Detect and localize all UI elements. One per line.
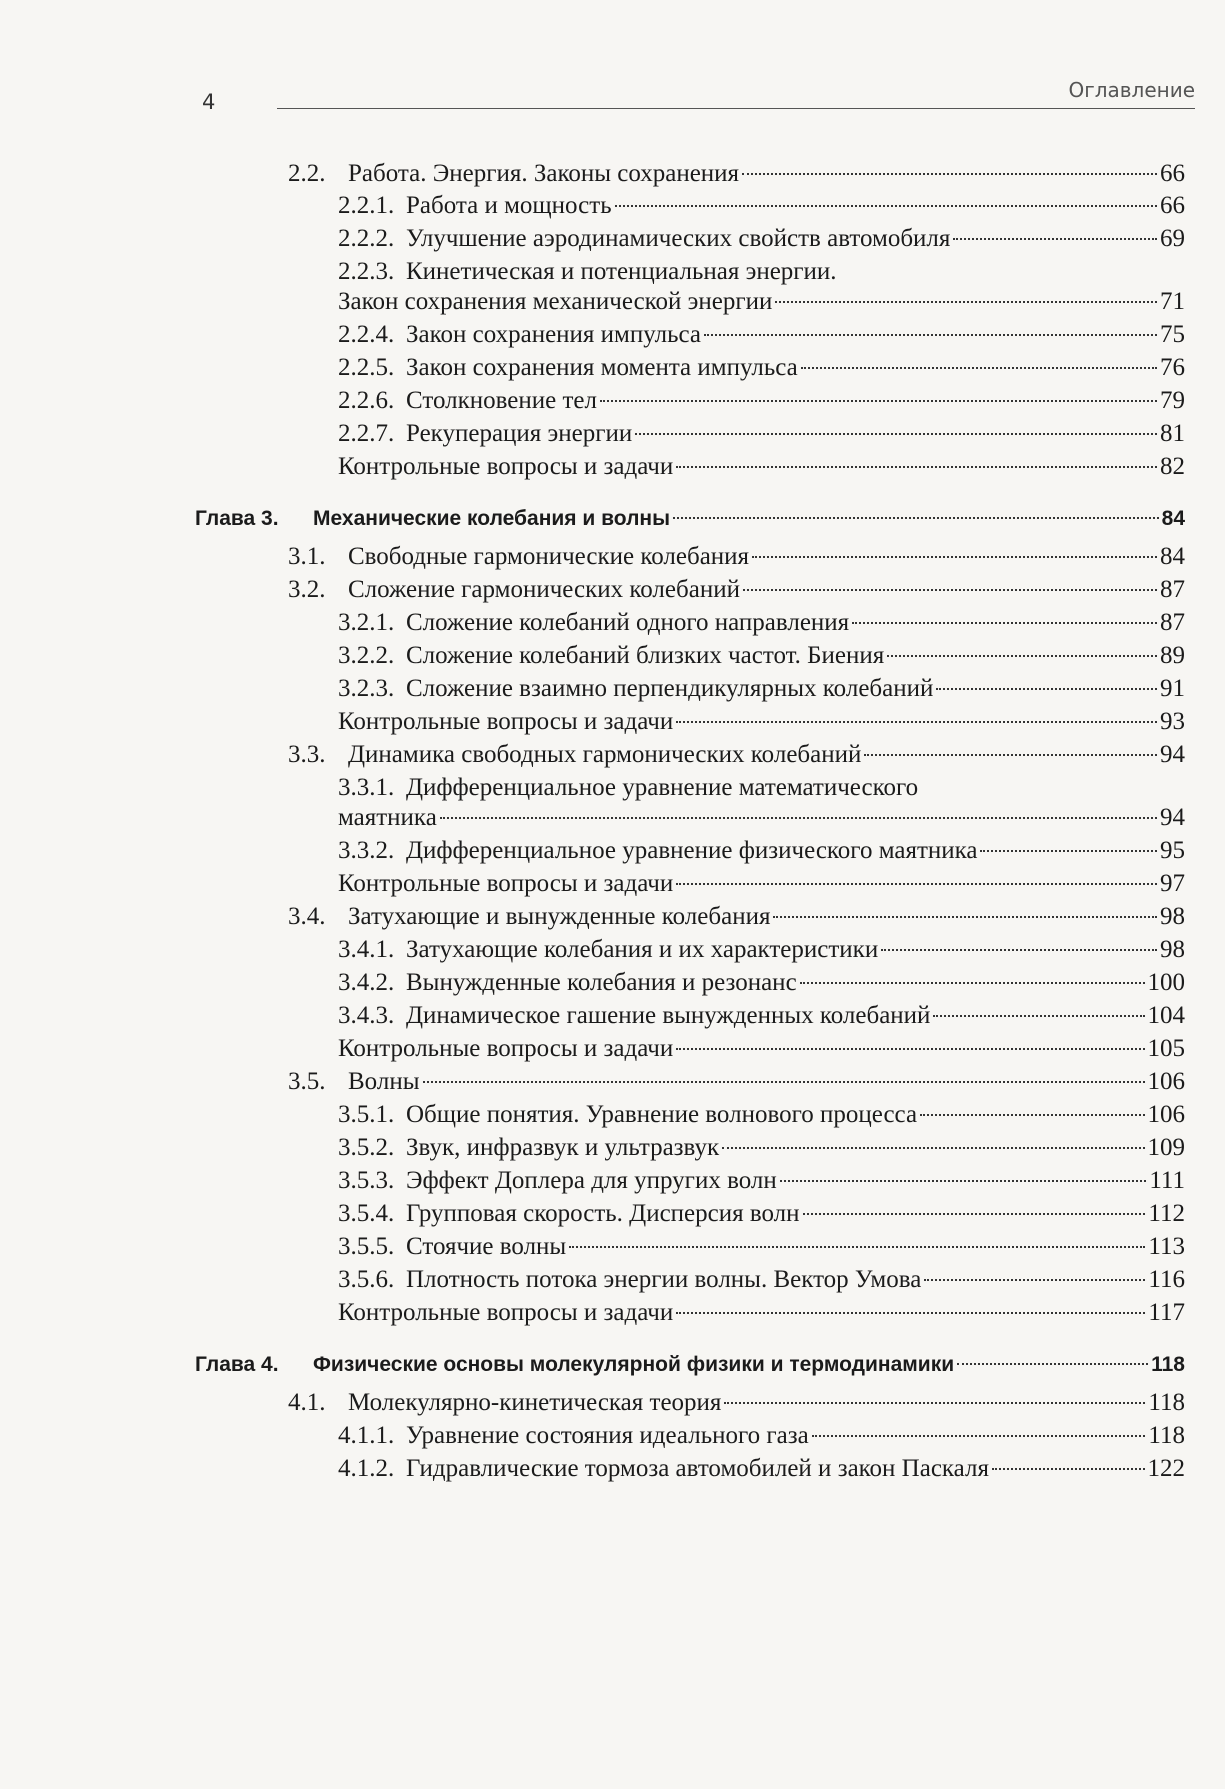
toc-row xyxy=(195,1231,1185,1263)
toc-title: Столкновение тел xyxy=(406,387,597,414)
toc-number: 3.3. xyxy=(288,741,326,768)
toc-number: 3.5.1. xyxy=(338,1101,395,1128)
toc-number: 3.2.3. xyxy=(338,675,395,702)
toc-row xyxy=(195,1000,1185,1032)
dot-leader xyxy=(743,589,1157,591)
dot-leader xyxy=(635,433,1157,435)
toc-number: 4.1.2. xyxy=(338,1455,395,1482)
dot-leader xyxy=(992,1468,1145,1470)
toc-page-number: 118 xyxy=(1148,1422,1185,1449)
toc-title: Улучшение аэродинамических свойств автомобиля xyxy=(406,225,951,252)
toc-title: Дифференциальное уравнение физического маятника xyxy=(406,837,978,864)
toc-title: Динамическое гашение вынужденных колебаний xyxy=(406,1002,931,1029)
toc-number: 4.1. xyxy=(288,1389,326,1416)
dot-leader xyxy=(953,238,1157,240)
toc-row xyxy=(195,640,1185,672)
dot-leader xyxy=(569,1246,1145,1248)
toc-number: 3.4.2. xyxy=(338,969,395,996)
toc-row xyxy=(195,451,1185,483)
toc-title: Контрольные вопросы и задачи xyxy=(338,453,674,480)
dot-leader xyxy=(676,883,1157,885)
toc-row xyxy=(195,190,1185,222)
toc-row xyxy=(195,574,1185,606)
toc-title: Общие понятия. Уравнение волнового процесса xyxy=(406,1101,918,1128)
toc-page-number: 104 xyxy=(1147,1002,1185,1029)
dot-leader xyxy=(812,1435,1146,1437)
toc-page-number: 106 xyxy=(1147,1101,1185,1128)
toc-page-number: 84 xyxy=(1161,507,1185,530)
toc-row xyxy=(195,158,1185,190)
toc-page-number: 97 xyxy=(1160,870,1185,897)
toc-number: 3.2.2. xyxy=(338,642,395,669)
dot-leader xyxy=(780,1180,1147,1182)
toc-row xyxy=(195,706,1185,738)
toc-row xyxy=(195,1198,1185,1230)
toc-row xyxy=(195,967,1185,999)
toc-title: Сложение колебаний близких частот. Биения xyxy=(406,642,885,669)
toc-number: 4.1.1. xyxy=(338,1422,395,1449)
toc-number: 2.2.1. xyxy=(338,192,395,219)
toc-number: 3.2. xyxy=(288,576,326,603)
toc-page-number: 105 xyxy=(1147,1035,1185,1062)
dot-leader xyxy=(800,982,1145,984)
dot-leader xyxy=(676,1048,1144,1050)
toc-number: 3.3.1. xyxy=(338,774,395,801)
dot-leader xyxy=(852,622,1157,624)
toc-page-number: 98 xyxy=(1160,936,1185,963)
toc-page-number: 82 xyxy=(1160,453,1185,480)
toc-title: Работа и мощность xyxy=(406,192,612,219)
toc-row xyxy=(195,319,1185,351)
toc-title: Закон сохранения момента импульса xyxy=(406,354,798,381)
dot-leader xyxy=(957,1363,1148,1365)
toc-chapter-row xyxy=(195,1349,1185,1381)
page-number: 4 xyxy=(202,90,216,114)
dot-leader xyxy=(752,556,1157,558)
toc-page-number: 66 xyxy=(1160,192,1185,219)
toc-title: Контрольные вопросы и задачи xyxy=(338,708,674,735)
toc-title: Рекуперация энергии xyxy=(406,420,633,447)
toc-page-number: 87 xyxy=(1160,576,1185,603)
toc-title: Закон сохранения механической энергии xyxy=(338,288,773,315)
toc-title: Физические основы молекулярной физики и термодинамики xyxy=(313,1353,955,1376)
dot-leader xyxy=(722,1147,1144,1149)
toc-title: Свободные гармонические колебания xyxy=(348,543,750,570)
toc-page-number: 100 xyxy=(1147,969,1185,996)
toc-page-number: 91 xyxy=(1160,675,1185,702)
toc-page-number: 89 xyxy=(1160,642,1185,669)
toc-number: 3.3.2. xyxy=(338,837,395,864)
toc-title: Молекулярно-кинетическая теория xyxy=(348,1389,722,1416)
dot-leader xyxy=(676,1312,1145,1314)
toc-row xyxy=(195,223,1185,255)
toc-page-number: 95 xyxy=(1160,837,1185,864)
toc-row xyxy=(195,385,1185,417)
dot-leader xyxy=(440,817,1157,819)
dot-leader xyxy=(933,1015,1144,1017)
toc-row xyxy=(195,1420,1185,1452)
toc-row xyxy=(195,934,1185,966)
dot-leader xyxy=(742,173,1157,175)
toc-number: 3.5.4. xyxy=(338,1200,395,1227)
toc-page-number: 93 xyxy=(1160,708,1185,735)
toc-page-number: 87 xyxy=(1160,609,1185,636)
dot-leader xyxy=(864,754,1157,756)
toc-row xyxy=(195,1066,1185,1098)
toc-row xyxy=(195,835,1185,867)
toc-row xyxy=(195,1453,1185,1485)
toc-row xyxy=(195,1132,1185,1164)
toc-title: Вынужденные колебания и резонанс xyxy=(406,969,797,996)
dot-leader xyxy=(423,1081,1145,1083)
dot-leader xyxy=(775,301,1157,303)
dot-leader xyxy=(801,367,1157,369)
toc-page-number: 81 xyxy=(1160,420,1185,447)
toc-row xyxy=(195,1165,1185,1197)
toc-title: Эффект Доплера для упругих волн xyxy=(406,1167,777,1194)
toc-number: 3.5.3. xyxy=(338,1167,395,1194)
toc-page-number: 116 xyxy=(1148,1266,1185,1293)
toc-page-number: 117 xyxy=(1148,1299,1185,1326)
toc-row xyxy=(195,772,1185,804)
toc-number: 2.2.5. xyxy=(338,354,395,381)
toc-number: 2.2.7. xyxy=(338,420,395,447)
dot-leader xyxy=(773,916,1157,918)
toc-number: 3.2.1. xyxy=(338,609,395,636)
toc-page-number: 109 xyxy=(1147,1134,1185,1161)
toc-row xyxy=(195,868,1185,900)
dot-leader xyxy=(600,400,1157,402)
toc-row xyxy=(195,607,1185,639)
toc-page-number: 75 xyxy=(1160,321,1185,348)
toc-row xyxy=(195,1099,1185,1131)
toc-title: Закон сохранения импульса xyxy=(406,321,702,348)
toc-page-number: 113 xyxy=(1148,1233,1185,1260)
toc-title: Контрольные вопросы и задачи xyxy=(338,1299,674,1326)
toc-row xyxy=(195,418,1185,450)
toc-row xyxy=(195,739,1185,771)
toc-page-number: 94 xyxy=(1160,804,1185,831)
toc-page-number: 71 xyxy=(1160,288,1185,315)
toc-page-number: 76 xyxy=(1160,354,1185,381)
toc-number: 3.4.3. xyxy=(338,1002,395,1029)
toc-row xyxy=(195,673,1185,705)
toc-title: Групповая скорость. Дисперсия волн xyxy=(406,1200,800,1227)
running-title: Оглавление xyxy=(1068,78,1195,102)
toc-title: Динамика свободных гармонических колебаний xyxy=(348,741,862,768)
toc-number: 2.2.2. xyxy=(338,225,395,252)
toc-number: 2.2. xyxy=(288,160,326,187)
toc-page-number: 79 xyxy=(1160,387,1185,414)
dot-leader xyxy=(887,655,1157,657)
dot-leader xyxy=(704,334,1157,336)
dot-leader xyxy=(724,1402,1145,1404)
toc-number: Глава 3. xyxy=(195,507,279,530)
toc-row xyxy=(195,1387,1185,1419)
toc-page-number: 94 xyxy=(1160,741,1185,768)
toc-number: 2.2.3. xyxy=(338,258,395,285)
dot-leader xyxy=(936,688,1157,690)
toc-title: Механические колебания и волны xyxy=(313,507,671,530)
toc-number: 2.2.4. xyxy=(338,321,395,348)
toc-title: Сложение колебаний одного направления xyxy=(406,609,850,636)
header-rule xyxy=(277,108,1195,109)
toc-number: 3.5.2. xyxy=(338,1134,395,1161)
toc-number: 3.5.5. xyxy=(338,1233,395,1260)
toc-title: Контрольные вопросы и задачи xyxy=(338,870,674,897)
toc-title: Контрольные вопросы и задачи xyxy=(338,1035,674,1062)
toc-title: Плотность потока энергии волны. Вектор Умова xyxy=(406,1266,922,1293)
toc-number: 3.5. xyxy=(288,1068,326,1095)
toc-page-number: 122 xyxy=(1147,1455,1185,1482)
toc-row xyxy=(195,1264,1185,1296)
dot-leader xyxy=(673,517,1159,519)
dot-leader xyxy=(676,721,1157,723)
toc-chapter-row xyxy=(195,503,1185,535)
toc-title: Затухающие и вынужденные колебания xyxy=(348,903,771,930)
toc-number: 3.4. xyxy=(288,903,326,930)
toc-title: Кинетическая и потенциальная энергии. xyxy=(406,258,837,285)
dot-leader xyxy=(676,466,1157,468)
toc-number: 3.5.6. xyxy=(338,1266,395,1293)
toc-title: Затухающие колебания и их характеристики xyxy=(406,936,879,963)
toc-row xyxy=(195,1033,1185,1065)
dot-leader xyxy=(615,205,1157,207)
toc-number: 3.4.1. xyxy=(338,936,395,963)
toc-row xyxy=(195,352,1185,384)
toc-page-number: 112 xyxy=(1148,1200,1185,1227)
toc-title: Дифференциальное уравнение математического xyxy=(406,774,919,801)
toc-row xyxy=(195,1297,1185,1329)
dot-leader xyxy=(980,850,1157,852)
toc-title: Уравнение состояния идеального газа xyxy=(406,1422,809,1449)
toc-title: Стоячие волны xyxy=(406,1233,567,1260)
toc-page-number: 118 xyxy=(1151,1353,1185,1376)
toc-title: Сложение взаимно перпендикулярных колебаний xyxy=(406,675,934,702)
dot-leader xyxy=(803,1213,1146,1215)
toc-row xyxy=(195,256,1185,288)
toc-row xyxy=(195,541,1185,573)
toc-title: Волны xyxy=(348,1068,420,1095)
toc-page-number: 106 xyxy=(1147,1068,1185,1095)
toc-title: маятника xyxy=(338,804,437,831)
toc-page-number: 84 xyxy=(1160,543,1185,570)
toc-row xyxy=(195,286,1185,318)
toc-page-number: 98 xyxy=(1160,903,1185,930)
toc-page-number: 66 xyxy=(1160,160,1185,187)
toc-page-number: 69 xyxy=(1160,225,1185,252)
page-header xyxy=(202,78,1195,118)
toc-number: 2.2.6. xyxy=(338,387,395,414)
toc-title: Сложение гармонических колебаний xyxy=(348,576,740,603)
toc-title: Звук, инфразвук и ультразвук xyxy=(406,1134,720,1161)
toc-number: Глава 4. xyxy=(195,1353,279,1376)
toc-title: Работа. Энергия. Законы сохранения xyxy=(348,160,740,187)
dot-leader xyxy=(881,949,1157,951)
dot-leader xyxy=(924,1279,1145,1281)
dot-leader xyxy=(920,1114,1144,1116)
toc-row xyxy=(195,901,1185,933)
toc-page-number: 111 xyxy=(1149,1167,1185,1194)
toc-row xyxy=(195,802,1185,834)
toc-title: Гидравлические тормоза автомобилей и закон Паскаля xyxy=(406,1455,989,1482)
toc-page-number: 118 xyxy=(1148,1389,1185,1416)
toc-number: 3.1. xyxy=(288,543,326,570)
